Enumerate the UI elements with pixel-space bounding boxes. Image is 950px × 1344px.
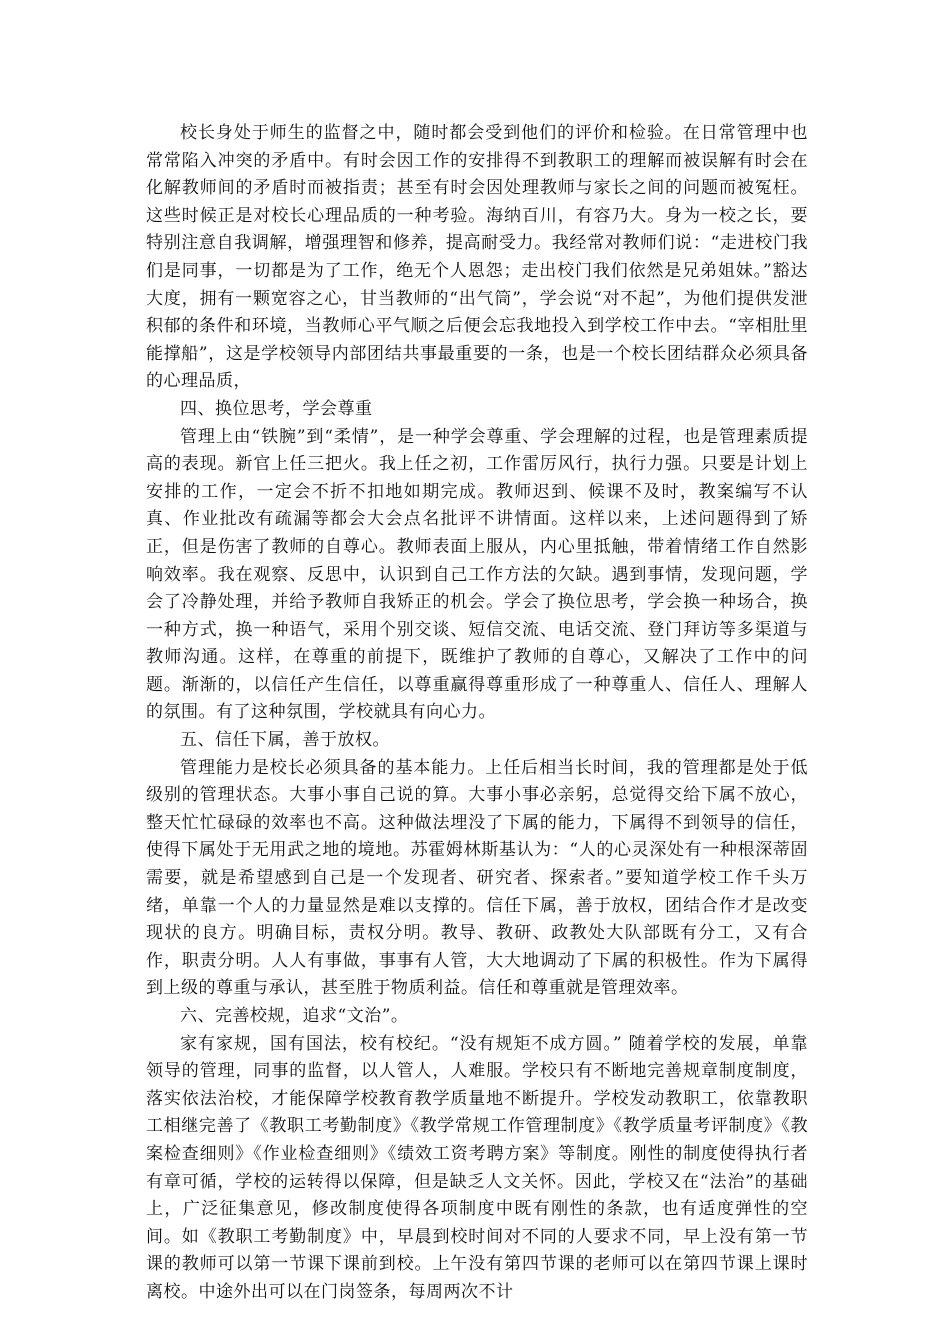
document-body: [146, 120, 808, 1307]
paragraph-body: 管理上由“铁腕”到“柔情”，是一种学会尊重、学会理解的过程，也是管理素质提高的表现。新官上任三把火。我上任之初，工作雷厉风行，执行力强。只要是计划上安排的工作，一定会不折不扣地如期完成。教师迟到、候课不及时，教案编写不认真、作业批改有疏漏等都会大会点名批评不讲情面。这样以来，上述问题得到了矫正，但是伤害了教师的自尊心。教师表面上服从，内心里抵触，带着情绪工作自然影响效率。我在观察、反思中，认识到自己工作方法的欠缺。遇到事情，发现问题，学会了冷静处理，并给予教师自我矫正的机会。学会了换位思考，学会换一种场合，换一种方式，换一种语气，采用个别交谈、短信交流、电话交流、登门拜访等多渠道与教师沟通。这样，在尊重的前提下，既维护了教师的自尊心，又解决了工作中的问题。渐渐的，以信任产生信任，以尊重赢得尊重形成了一种尊重人、信任人、理解人的氛围。有了这种氛围，学校就具有向心力。: [146, 426, 808, 723]
section-heading-4: 四、换位思考，学会尊重: [180, 398, 373, 419]
paragraph-body: 家有家规，国有国法，校有校纪。“没有规矩不成方圆。” 随着学校的发展，单靠领导的管理，同事的监督，以人管人，人难服。学校只有不断地完善规章制度制度，落实依法治校，才能保障学校教育教学质量地不断提升。学校发动教职工，依靠教职工相继完善了《教职工考勤制度》《教学常规工作管理制度》《教学质量考评制度》《教案检查细则》《作业检查细则》《绩效工资考聘方案》等制度。刚性的制度使得执行者有章可循，学校的运转得以保障，但是缺乏人文关怀。因此，学校又在“法治”的基础上，广泛征集意见，修改制度使得各项制度中既有刚性的条款，也有适度弹性的空间。如《教职工考勤制度》中，早晨到校时间对不同的人要求不同，早上没有第一节课的教师可以第一节课下课前到校。上午没有第四节课的老师可以在第四节课上课时离校。中途外出可以在门岗签条，每周两次不计: [146, 1033, 808, 1302]
section-heading-6: 六、完善校规，追求“文治”。: [180, 1006, 409, 1026]
paragraph-body: 管理能力是校长必须具备的基本能力。上任后相当长时间，我的管理都是处于低级别的管理状态。大事小事自己说的算。大事小事必亲躬，总觉得交给下属不放心，整天忙忙碌碌的效率也不高。这种做法埋没了下属的能力，下属得不到领导的信任，使得下属处于无用武之地的境地。苏霍姆林斯基认为：“人的心灵深处有一种根深蒂固需要，就是希望感到自己是一个发现者、研究者、探索者。”要知道学校工作千头万绪，单靠一个人的力量显然是难以支撑的。信任下属，善于放权，团结合作才是改变现状的良方。明确目标，责权分明。教导、教研、政教处大队部既有分工，又有合作，职责分明。人人有事做，事事有人管，大大地调动了下属的积极性。作为下属得到上级的尊重与承认，甚至胜于物质利益。信任和尊重就是管理效率。: [146, 757, 808, 999]
section-heading-5: 五、信任下属，善于放权。: [180, 730, 390, 751]
paragraph-body: 校长身处于师生的监督之中，随时都会受到他们的评价和检验。在日常管理中也常常陷入冲突的矛盾中。有时会因工作的安排得不到教职工的理解而被误解有时会在化解教师间的矛盾时而被指责；甚至有时会因处理教师与家长之间的问题而被冤枉。这些时候正是对校长心理品质的一种考验。海纳百川，有容乃大。身为一校之长，要特别注意自我调解，增强理智和修养，提高耐受力。我经常对教师们说：“走进校门我们是同事，一切都是为了工作，绝无个人恩怨；走出校门我们依然是兄弟姐妹。”豁达大度，拥有一颗宽容之心，甘当教师的“出气筒”，学会说“对不起”，为他们提供发泄积郁的条件和环境，当教师心平气顺之后便会忘我地投入到学校工作中去。“宰相肚里能撑船”，这是学校领导内部团结共事最重要的一条，也是一个校长团结群众必须具备的心理品质，: [146, 123, 808, 392]
